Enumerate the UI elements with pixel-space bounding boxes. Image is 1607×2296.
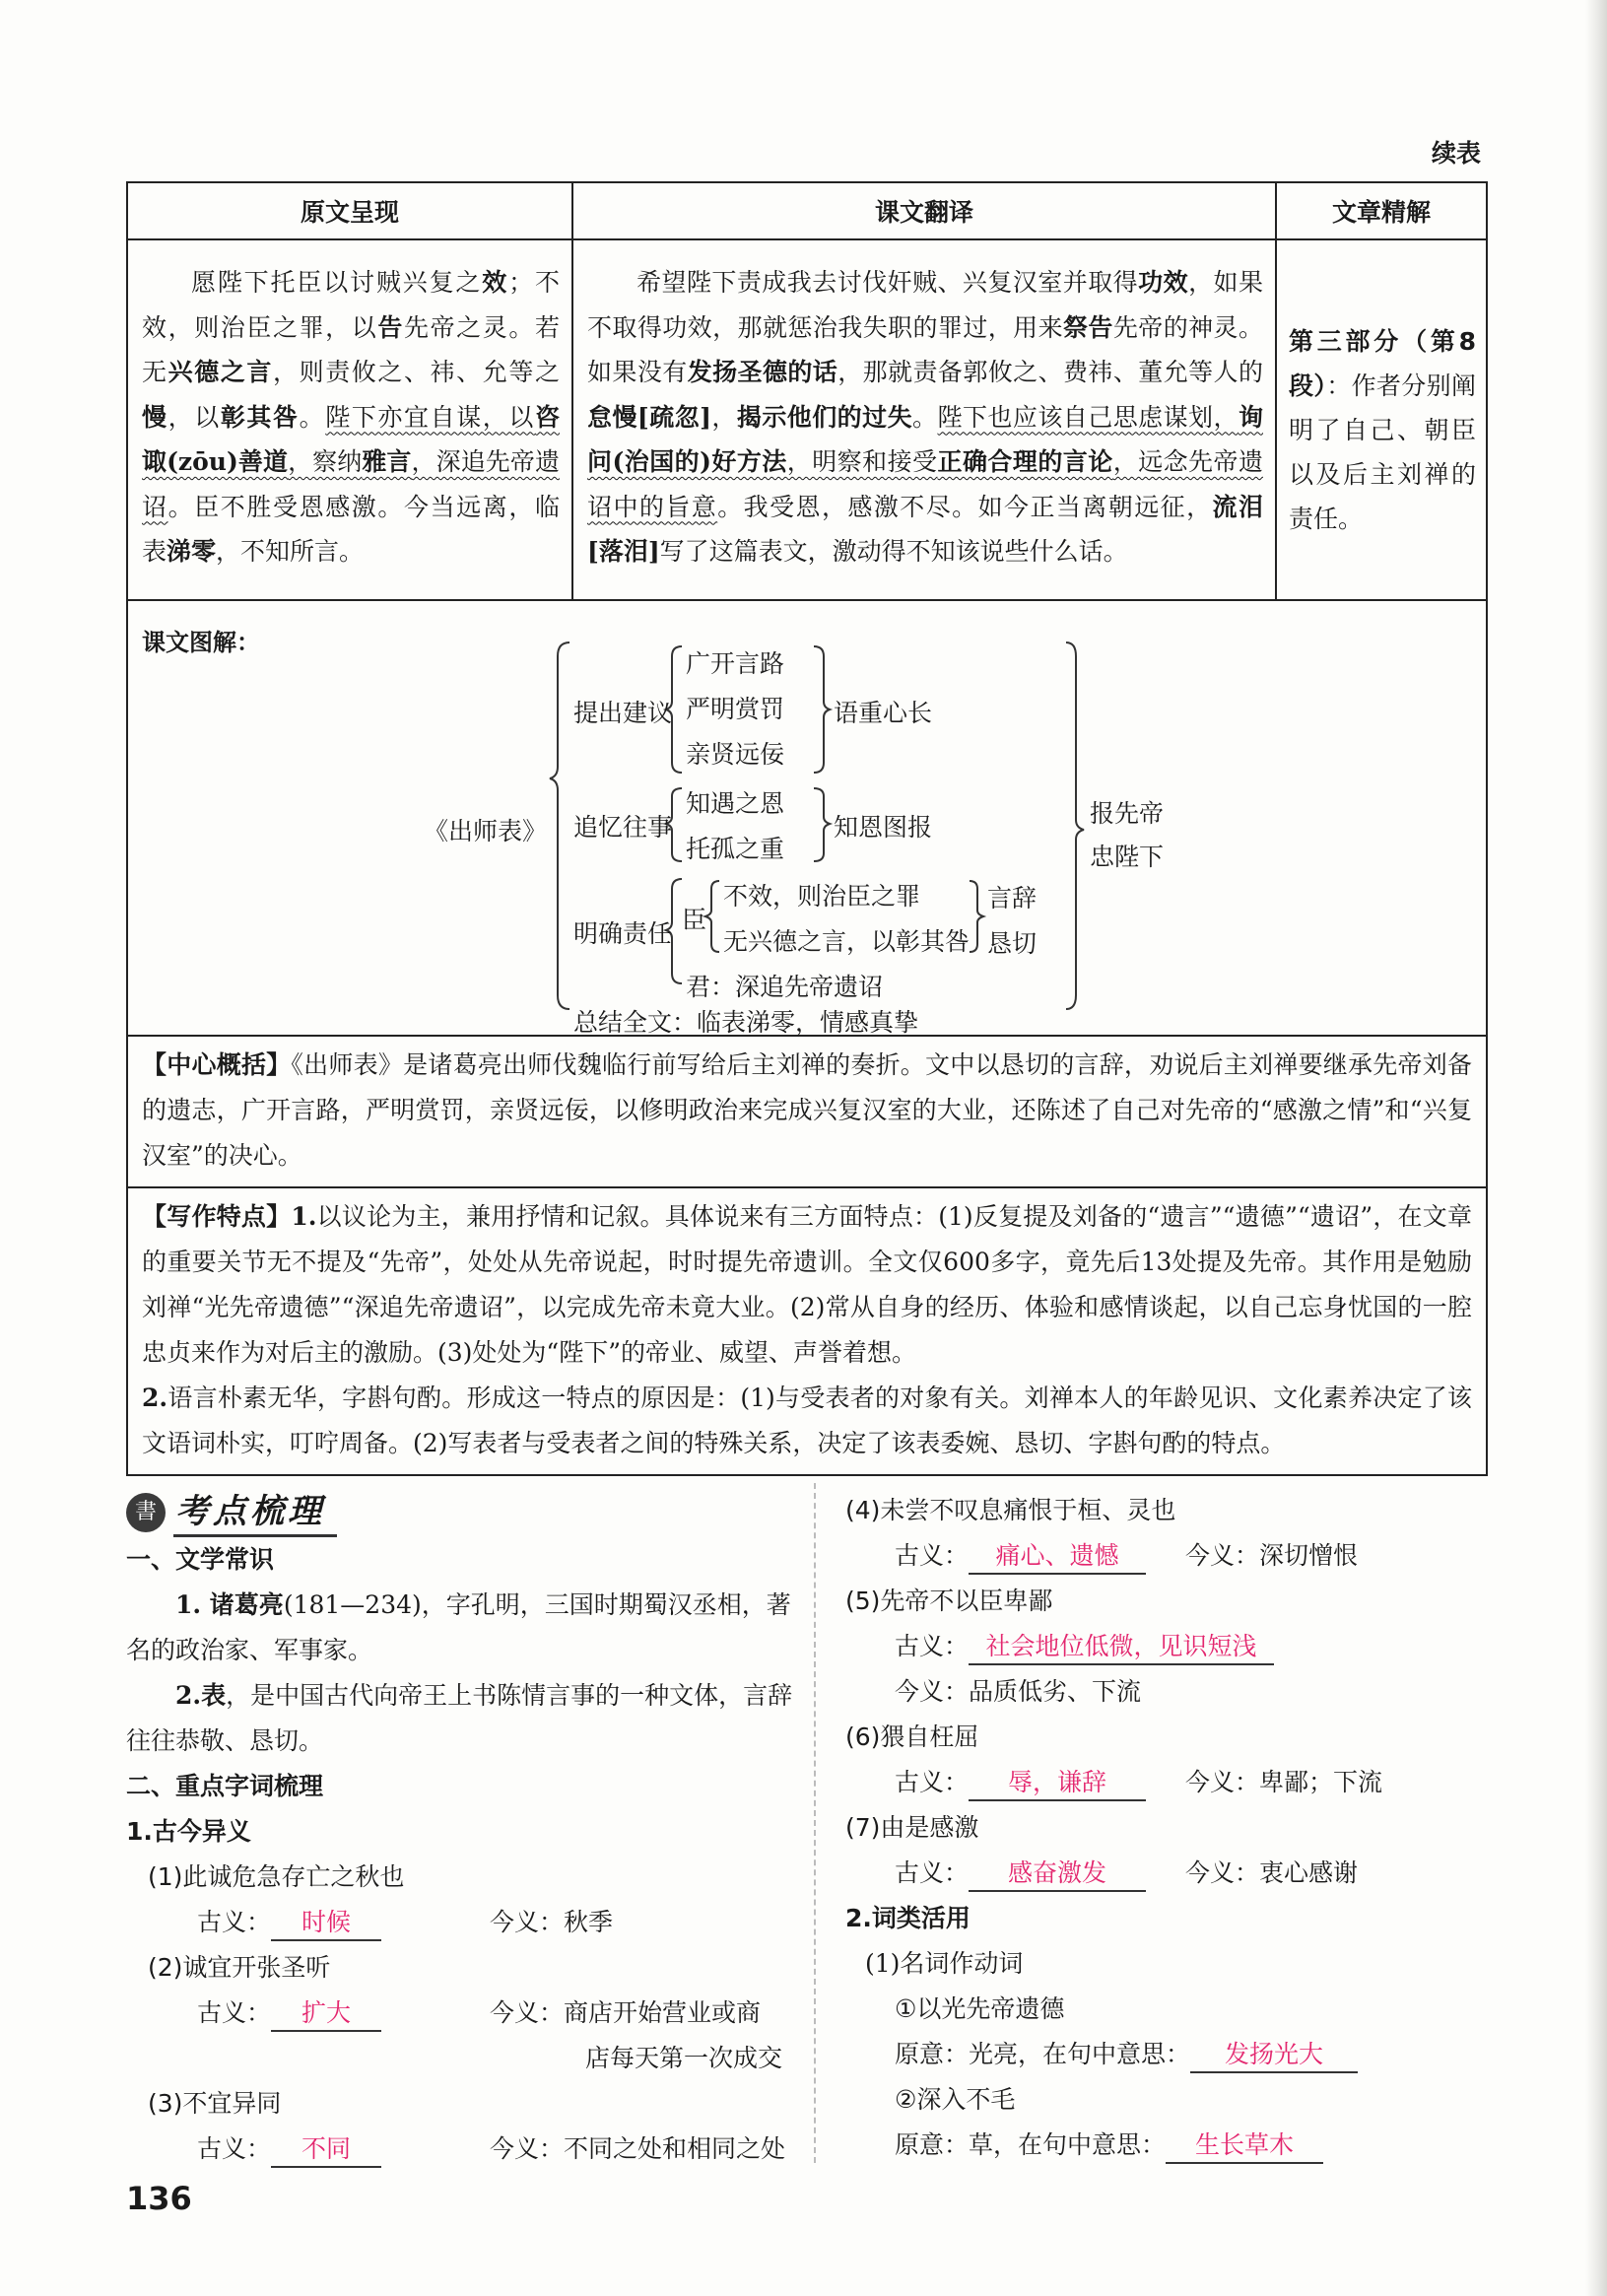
diagram-item: 君：深追先帝遗诏 [686, 973, 884, 1001]
header-translation: 课文翻译 [573, 183, 1277, 238]
kaodian-left [126, 1488, 806, 2172]
answer-blank: 发扬光大 [1190, 2038, 1358, 2073]
writing-features: 【写作特点】1.以议论为主，兼用抒情和记叙。具体说来有三方面特点：(1)反复提及刘备的“遗言”“遗德”“遗诏”，在文章的重要关节无不提及“先帝”，处处从先帝说起，时时提先帝遗训。全文仅600多字，竟先后13处提及先帝。其作用是勉励刘禅“光先帝遗德”“深追先帝遗诏”，以完成先帝未竟大业。(2)常从自身的经历、体验和感情谈起，以自己忘身忧国的一腔忠贞来作为对后主的激励。(3)处处为“陛下”的帝业、威望、声誉着想。 2.语言朴素无华，字斟句酌。形成这一特点的原因是：(1)与受表者的对象有关。刘禅本人的年龄见识、文化素养决定了该文语词朴实，叮咛周备。(2)写表者与受表者之间的特殊关系，决定了该表委婉、恳切、字斟句酌的特点。 [142, 1202, 1472, 1457]
table-header [128, 183, 1486, 240]
diagram-root: 《出师表》 [424, 817, 548, 845]
kaodian-right [845, 1488, 1486, 2168]
diagram-result: 语重心长 [834, 699, 933, 727]
diagram-item: 不效，则治臣之罪 [723, 882, 921, 911]
column-divider [814, 1483, 816, 2163]
question: (2)诚宜开张圣听 [148, 1953, 331, 1982]
question: ②深入不毛 [895, 2085, 1016, 2114]
diagram-item: 亲贤远佞 [686, 740, 785, 769]
diagram-item: 知遇之恩 [686, 789, 785, 818]
knowledge-item: 2.表，是中国古代向帝王上书陈情言事的一种文体，言辞往往恭敬、恳切。 [126, 1681, 793, 1755]
answer-blank: 痛心、遗憾 [969, 1539, 1146, 1575]
diagram-result: 恳切 [987, 929, 1038, 958]
answer-line: 古义： 时候 今义：秋季 [126, 1900, 806, 1945]
diagram-item: 托孤之重 [686, 835, 785, 863]
translation-text: 希望陛下责成我去讨伐奸贼、兴复汉室并取得功效，如果不取得功效，那就惩治我失职的罪过，用来祭告先帝的神灵。如果没有发扬圣德的话，那就责备郭攸之、费祎、董允等人的怠慢[疏忽]，揭示他们的过失。陛下也应该自己思虑谋划，询问(治国的)好方法，明察和接受正确合理的言论，远念先帝遗诏中的旨意。我受恩，感激不尽。如今正当离朝远征，流泪[落泪]写了这篇表文，激动得不知该说些什么话。 [573, 240, 1277, 599]
answer-line: 古义： 扩大 今义：商店开始营业或商 [126, 1991, 806, 2036]
answer-line: 古义： 痛心、遗憾 今义：深切憎恨 [845, 1533, 1486, 1579]
diagram-final: 报先帝 [1090, 799, 1165, 828]
diagram-item: 无兴德之言，以彰其咎 [723, 927, 971, 956]
answer-line: 古义： 社会地位低微，见识短浅 [845, 1624, 1486, 1669]
diagram-item: 严明赏罚 [686, 695, 785, 723]
question: (1)此诚危急存亡之秋也 [148, 1862, 405, 1891]
analysis-text: 第三部分（第8段）：作者分别阐明了自己、朝臣以及后主刘禅的责任。 [1289, 327, 1476, 533]
diagram-branch-summary: 总结全文：临表涕零，情感真挚 [573, 1008, 919, 1037]
diagram-branch-suggest: 提出建议 [573, 699, 673, 727]
diagram-chen: 臣 [682, 906, 707, 934]
page-number: 136 [126, 2180, 192, 2217]
kaodian-title: 考点梳理 [173, 1489, 337, 1537]
header-original: 原文呈现 [128, 183, 573, 238]
answer-blank: 时候 [271, 1906, 381, 1941]
answer-line: 古义： 不同 今义：不同之处和相同之处 [126, 2127, 806, 2172]
page-edge-shadow [1585, 0, 1607, 2296]
lesson-diagram [128, 601, 1486, 1037]
answer-line: 原意：草，在句中意思： 生长草木 [845, 2123, 1486, 2168]
question: (5)先帝不以臣卑鄙 [845, 1587, 1053, 1615]
subsection-heading: 2.词类活用 [845, 1904, 971, 1932]
continued-label: 续表 [1431, 139, 1481, 168]
diagram-result: 知恩图报 [834, 813, 933, 842]
answer-line: 古义： 辱，谦辞 今义：卑鄙；下流 [845, 1760, 1486, 1805]
table-row [128, 240, 1486, 601]
central-summary: 【中心概括】《出师表》是诸葛亮出师伐魏临行前写给后主刘禅的奏折。文中以恳切的言辞，劝说后主刘禅要继承先帝刘备的遗志，广开言路，严明赏罚，亲贤远佞，以修明政治来完成兴复汉室的大业，还陈述了自己对先帝的“感激之情”和“兴复汉室”的决心。 [128, 1037, 1486, 1188]
answer-blank: 生长草木 [1166, 2128, 1323, 2164]
original-text: 愿陛下托臣以讨贼兴复之效；不效，则治臣之罪，以告先帝之灵。若无兴德之言，则责攸之、祎、允等之慢，以彰其咎。陛下亦宜自谋，以咨诹(zōu)善道，察纳雅言，深追先帝遗诏。臣不胜受恩感激。今当远离，临表涕零，不知所言。 [128, 240, 573, 599]
kaodian-header [126, 1488, 806, 1537]
question: (4)未尝不叹息痛恨于桓、灵也 [845, 1496, 1176, 1524]
knowledge-item: 1. 诸葛亮(181—234)，字孔明，三国时期蜀汉丞相，著名的政治家、军事家。 [126, 1590, 791, 1664]
book-icon: 書 [126, 1493, 166, 1532]
question: (6)猥自枉屈 [845, 1722, 979, 1751]
answer-blank: 社会地位低微，见识短浅 [969, 1630, 1274, 1665]
answer-line: 原意：光亮，在句中意思： 发扬光大 [845, 2032, 1486, 2077]
answer-blank: 不同 [271, 2132, 381, 2168]
question: (7)由是感激 [845, 1813, 979, 1842]
answer-line: 古义： 感奋激发 今义：衷心感谢 [845, 1851, 1486, 1896]
section-heading: 二、重点字词梳理 [126, 1772, 324, 1800]
answer-line-cont: 店每天第一次成交 [585, 2044, 783, 2072]
diagram-final: 忠陛下 [1090, 843, 1165, 871]
answer-blank: 感奋激发 [969, 1857, 1146, 1892]
diagram-item: 广开言路 [686, 649, 785, 678]
answer-blank: 扩大 [271, 1996, 381, 2032]
subsection-heading: 1.古今异义 [126, 1817, 251, 1846]
lesson-table [126, 181, 1488, 1476]
subsection-heading: (1)名词作动词 [865, 1949, 1024, 1978]
header-analysis: 文章精解 [1331, 198, 1431, 227]
question: (3)不宜异同 [148, 2089, 282, 2118]
diagram-result: 言辞 [987, 884, 1038, 912]
question: ①以光先帝遗德 [895, 1994, 1065, 2023]
section-heading: 一、文学常识 [126, 1545, 275, 1574]
diagram-branch-duty: 明确责任 [573, 919, 673, 948]
diagram-title: 课文图解： [142, 629, 260, 656]
diagram-branch-recall: 追忆往事 [573, 813, 673, 842]
answer-line-cont: 今义：品质低劣、下流 [895, 1677, 1142, 1706]
answer-blank: 辱，谦辞 [969, 1766, 1146, 1801]
